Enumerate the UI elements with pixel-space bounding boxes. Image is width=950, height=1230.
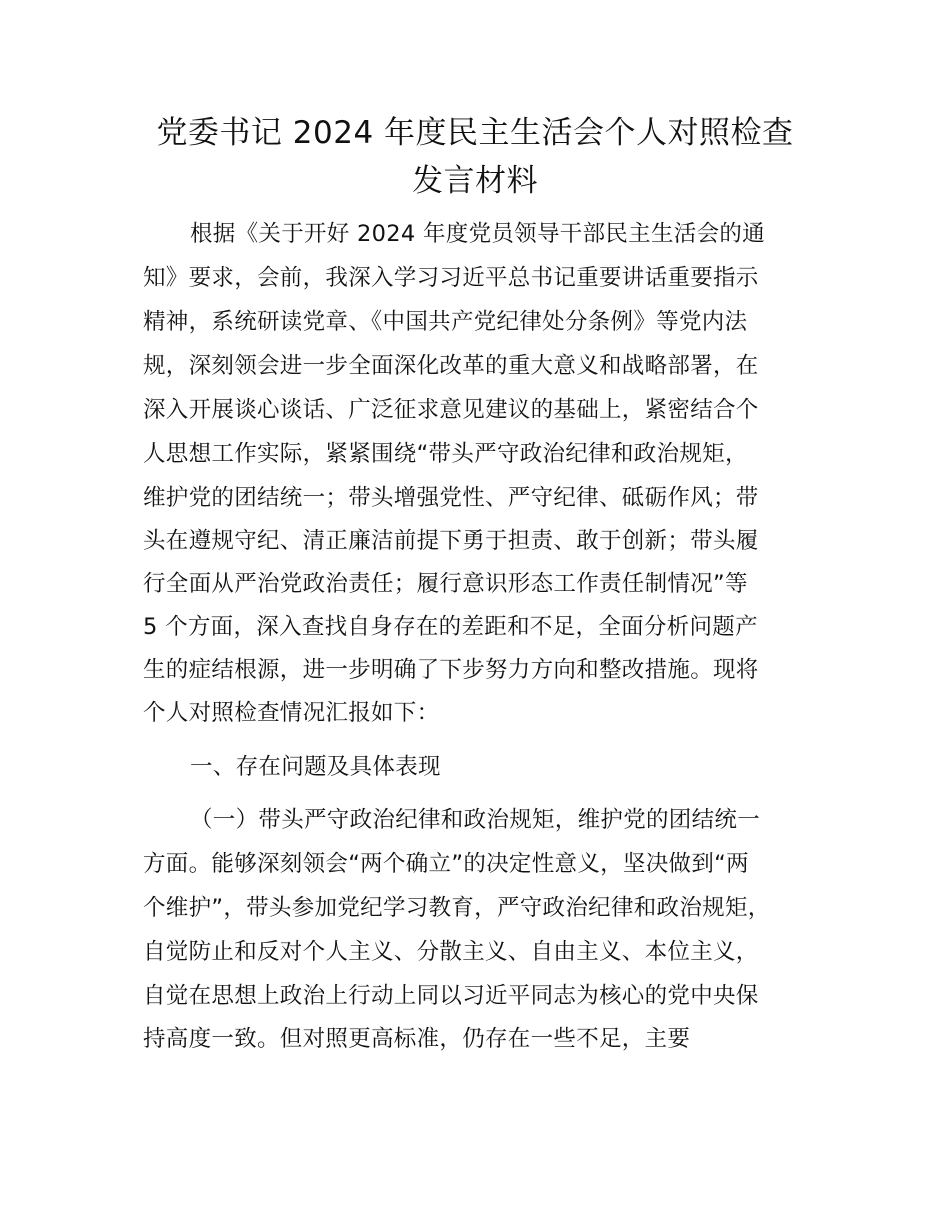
subsection-line: （一）带头严守政治纪律和政治规矩，维护党的团结统一 <box>190 807 761 833</box>
subsection-line: 持高度一致。但对照更高标准，仍存在一些不足，主要 <box>143 1026 691 1052</box>
document-title-line-1: 党委书记 2024 年度民主生活会个人对照检查 <box>156 115 794 151</box>
subsection-line: 方面。能够深刻领会“两个确立”的决定性意义，坚决做到“两 <box>143 851 749 877</box>
intro-line: 根据《关于开好 2024 年度党员领导干部民主生活会的通 <box>190 221 765 247</box>
intro-line: 知》要求，会前，我深入学习习近平总书记重要讲话重要指示 <box>143 265 759 291</box>
intro-line: 规，深刻领会进一步全面深化改革的重大意义和战略部署，在 <box>143 353 759 379</box>
intro-line: 生的症结根源，进一步明确了下步努力方向和整改措施。现将 <box>143 657 759 683</box>
subsection-line: 自觉防止和反对个人主义、分散主义、自由主义、本位主义， <box>143 939 759 965</box>
intro-line: 人思想工作实际，紧紧围绕“带头严守政治纪律和政治规矩， <box>143 441 748 467</box>
intro-line: 精神，系统研读党章、《中国共产党纪律处分条例》等党内法 <box>143 309 748 335</box>
intro-line: 5 个方面，深入查找自身存在的差距和不足，全面分析问题产 <box>143 614 758 640</box>
section-heading: 一、存在问题及具体表现 <box>190 754 441 780</box>
intro-line: 深入开展谈心谈话、广泛征求意见建议的基础上，紧密结合个 <box>143 397 759 423</box>
subsection-line: 自觉在思想上政治上行动上同以习近平同志为核心的党中央保 <box>143 983 759 1009</box>
intro-line: 行全面从严治党政治责任；履行意识形态工作责任制情况”等 <box>143 571 748 597</box>
intro-line: 维护党的团结统一；带头增强党性、严守纪律、砥砺作风；带 <box>143 485 759 511</box>
intro-line: 个人对照检查情况汇报如下： <box>143 700 440 726</box>
subsection-line: 个维护”，带头参加党纪学习教育，严守政治纪律和政治规矩， <box>143 895 771 921</box>
intro-line: 头在遵规守纪、清正廉洁前提下勇于担责、敢于创新；带头履 <box>143 528 759 554</box>
document-title-line-2: 发言材料 <box>412 163 538 199</box>
